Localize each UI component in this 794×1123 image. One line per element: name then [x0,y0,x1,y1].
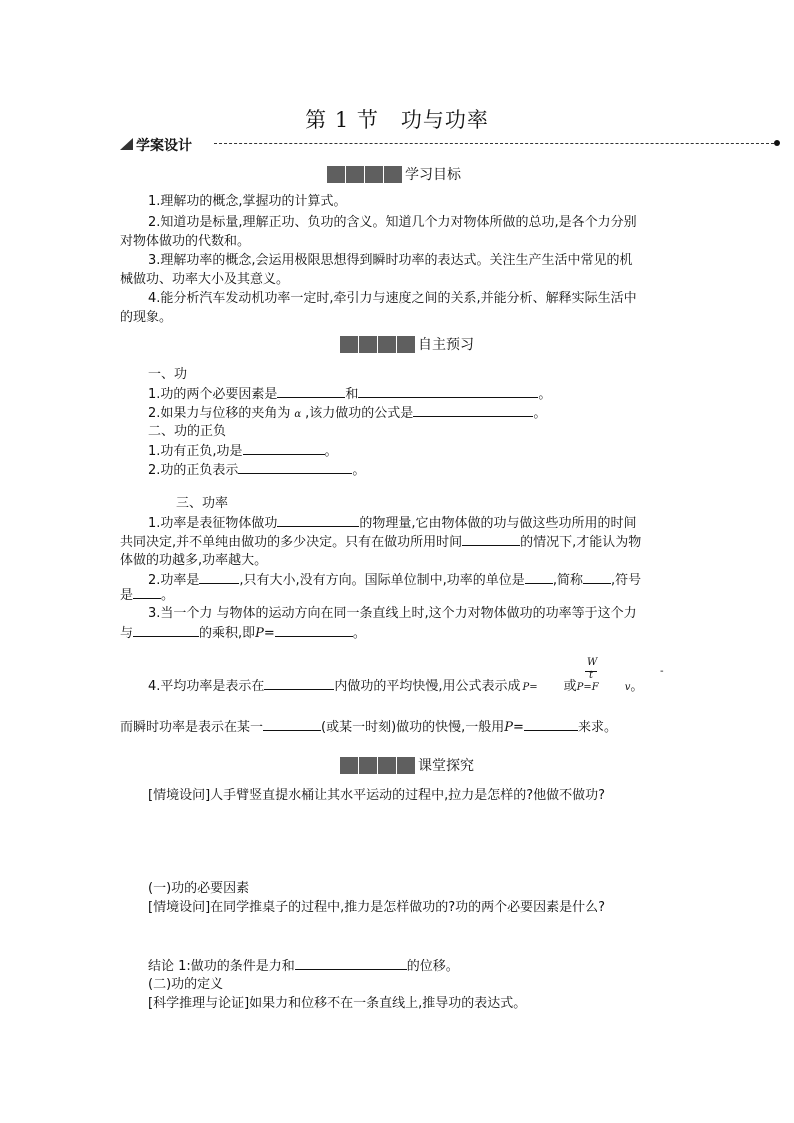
section-heading-goals [327,165,461,183]
fill-line: 1.功的两个必要因素是 和 。 [148,387,552,402]
goal-line: 械做功、功率大小及其意义。 [120,272,290,287]
fill-line: 共同决定,并不单纯由做功的多少决定。只有在做功所用时间 的情况下,才能认为物 [120,535,642,550]
answer-blank[interactable] [358,385,538,398]
question-line: [情境设问]在同学推桌子的过程中,推力是怎样做功的?功的两个必要因素是什么? [148,900,606,915]
subheading: (一)功的必要因素 [148,881,250,896]
section-label: 自主预习 [418,337,474,353]
goal-line: 的现象。 [120,310,173,325]
fraction-numerator: W [587,657,598,668]
subheading: 三、功率 [176,496,229,511]
answer-blank[interactable] [275,624,353,637]
subheading: 二、功的正负 [148,424,227,439]
fill-line: 而瞬时功率是表示在某一 (或某一时刻)做功的快慢,一般用P= 来求。 [120,720,617,735]
fraction-denominator: t [589,670,594,681]
answer-blank[interactable] [277,514,359,527]
triangle-icon [120,138,133,150]
goal-line: 2.知道功是标量,理解正功、负功的含义。知道几个力对物体所做的总功,是各个力分别 [148,215,637,230]
alpha-symbol: α [294,409,302,420]
text-line: 3.当一个力 与物体的运动方向在同一条直线上时,这个力对物体做功的功率等于这个力 [148,606,637,621]
text-line: 体做的功越多,功率越大。 [120,553,268,568]
answer-blank[interactable] [462,533,520,546]
dot-icon [774,140,780,146]
fill-line: 2.功率是 ,只有大小,没有方向。国际单位制中,功率的单位是 ,简称 ,符号 [148,573,642,588]
heading-blocks [327,166,403,183]
section-banner [120,135,780,154]
answer-blank[interactable] [263,718,321,731]
fill-line: 1.功率是表征物体做功 的物理量,它由物体做的功与做这些功所用的时间 [148,516,637,531]
answer-blank[interactable] [524,718,578,731]
section-heading-explore [340,756,474,774]
bar-mark: - [660,666,664,677]
answer-blank[interactable] [133,624,199,637]
question-line: [科学推理与论证]如果力和位移不在一条直线上,推导功的表达式。 [148,996,527,1011]
fill-line: 与 的乘积,即P= 。 [120,626,366,641]
answer-blank[interactable] [243,442,325,455]
section-label: 课堂探究 [418,758,474,774]
heading-blocks [340,336,416,353]
answer-blank[interactable] [199,571,239,584]
answer-blank[interactable] [295,957,407,970]
answer-blank[interactable] [238,461,352,474]
fill-line: 1.功有正负,功是 。 [148,444,338,459]
goal-line: 1.理解功的概念,掌握功的计算式。 [148,194,347,209]
answer-blank[interactable] [277,385,345,398]
answer-blank[interactable] [264,677,334,690]
goal-line: 4.能分析汽车发动机功率一定时,牵引力与速度之间的关系,并能分析、解释实际生活中 [148,291,637,306]
answer-blank[interactable] [133,586,161,599]
question-line: [情境设问]人手臂竖直提水桶让其水平运动的过程中,拉力是怎样的?他做不做功? [148,788,606,803]
fill-line: 4.平均功率是表示在 内做功的平均快慢,用公式表示成 P= 或P=F v。 [148,679,644,694]
section-label: 学习目标 [405,167,461,183]
answer-blank[interactable] [525,571,553,584]
answer-blank[interactable] [413,404,533,417]
fill-line: 是 。 [120,588,175,603]
design-label: 学案设计 [136,138,192,154]
page-title: 第 1 节 功与功率 [305,108,489,132]
subheading: (二)功的定义 [148,977,224,992]
fill-line: 结论 1:做功的条件是力和 的位移。 [148,959,459,974]
section-heading-preview [340,335,474,353]
goal-line: 对物体做功的代数和。 [120,234,251,249]
goal-line: 3.理解功率的概念,会运用极限思想得到瞬时功率的表达式。关注生产生活中常见的机 [148,253,633,268]
fill-line: 2.功的正负表示 。 [148,463,366,478]
answer-blank[interactable] [583,571,611,584]
heading-blocks [340,757,416,774]
fill-line: 2.如果力与位移的夹角为 α ,该力做功的公式是 。 [148,406,547,421]
subheading: 一、功 [148,367,188,382]
dotted-divider [214,143,774,144]
